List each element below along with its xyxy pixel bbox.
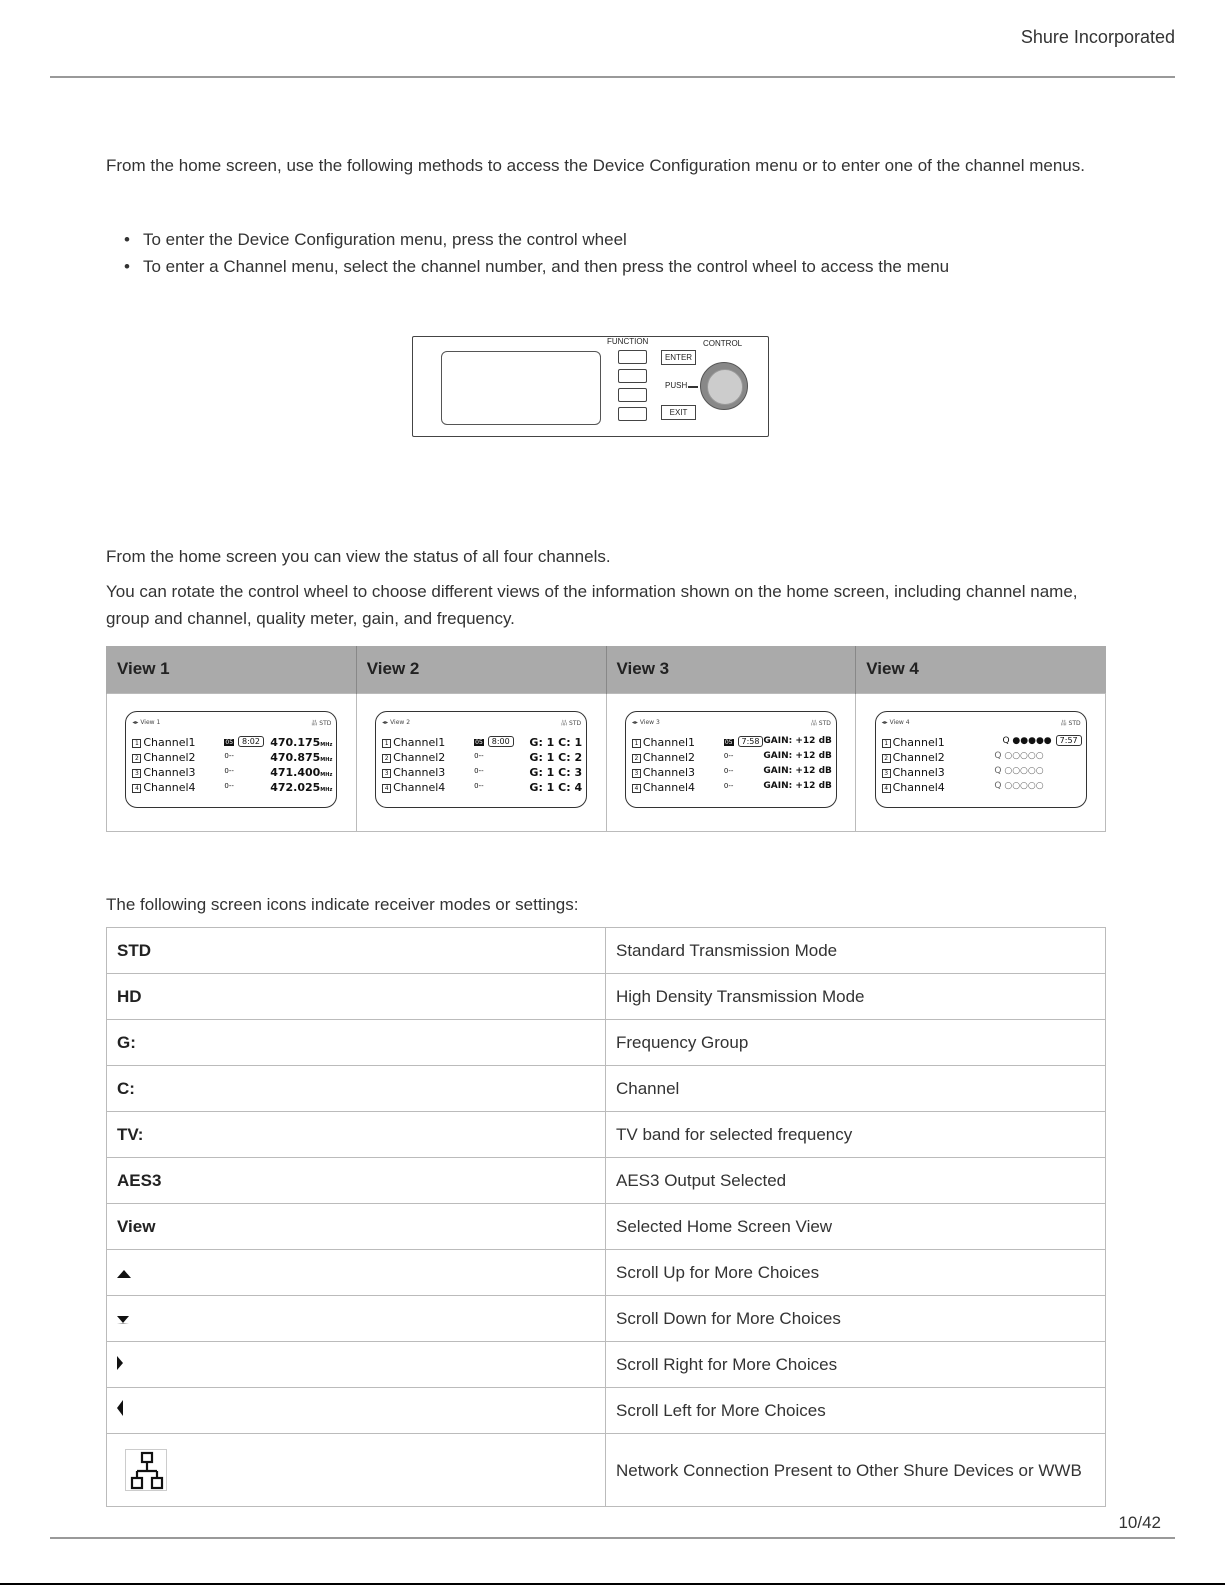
views-table [106,646,1106,832]
icon-desc: Selected Home Screen View [606,1204,1106,1250]
network-icon [125,1449,167,1491]
icon-desc: Channel [606,1066,1106,1112]
view-cell [606,693,856,831]
view-2-screen [375,711,587,808]
channel-row: 1 Channel1 05 8:00 G: 1 C: 1 [382,736,582,751]
channel-row: 3 Channel3 Q ○○○○○ [882,766,1082,781]
lcd-screen [441,351,601,425]
channel-row: 2 Channel2 0-- G: 1 C: 2 [382,751,582,766]
control-label: CONTROL [703,339,743,348]
function-button-4 [618,407,647,421]
table-row [107,1434,1106,1507]
function-label: FUNCTION [607,337,649,346]
function-button-2 [618,369,647,383]
icon-desc: Scroll Up for More Choices [606,1250,1106,1296]
icon-desc: TV band for selected frequency [606,1112,1106,1158]
table-row [107,1158,1106,1204]
table-row [107,1388,1106,1434]
icon-desc: Standard Transmission Mode [606,928,1106,974]
view-header: View 1 [107,646,357,693]
function-button-3 [618,388,647,402]
triangle-up-icon [117,1270,131,1278]
icon-key: C: [107,1066,606,1112]
bullet-item: • To enter a Channel menu, select the channel number, and then press the control wheel to access the menu [124,253,949,280]
view-title: ◂▸ View 3 [631,719,660,726]
control-wheel [700,362,748,410]
channel-row: 2 Channel2 0-- 470.875MHz [132,751,332,766]
icon-desc: Scroll Left for More Choices [606,1388,1106,1434]
channel-row: 3 Channel3 0-- GAIN: +12 dB [632,766,832,781]
home-paragraph-1: From the home screen you can view the status of all four channels. [106,547,611,566]
table-row [107,928,1106,974]
icon-desc: Scroll Right for More Choices [606,1342,1106,1388]
channel-row: 4 Channel4 Q ○○○○○ [882,781,1082,796]
icons-intro: The following screen icons indicate receiver modes or settings: [106,895,579,914]
view-3-screen [625,711,837,808]
header-company: Shure Incorporated [1020,27,1175,47]
table-row [107,974,1106,1020]
channel-row: 4 Channel4 0-- GAIN: +12 dB [632,781,832,796]
exit-button: EXIT [661,405,696,420]
triangle-down-icon [117,1316,129,1324]
channel-row: 1 Channel1 Q ●●●●● 7:57 [882,736,1082,751]
header-divider [50,76,1175,78]
icon-desc: AES3 Output Selected [606,1158,1106,1204]
view-4-screen [875,711,1087,808]
table-row [107,1204,1106,1250]
icon-desc: High Density Transmission Mode [606,974,1106,1020]
channel-row: 3 Channel3 0-- 471.400MHz [132,766,332,781]
table-row [107,1020,1106,1066]
table-row [107,1296,1106,1342]
view-header: View 2 [356,646,606,693]
push-label: PUSH [665,381,688,390]
channel-row: 2 Channel2 Q ○○○○○ [882,751,1082,766]
network-std-indicator: 品 STD [311,720,332,727]
triangle-right-icon [117,1356,123,1370]
icon-key: AES3 [107,1158,606,1204]
icons-table [106,927,1106,1507]
icon-key: TV: [107,1112,606,1158]
view-title: ◂▸ View 1 [132,719,161,726]
footer-divider [50,1537,1175,1539]
view-1-screen [125,711,337,808]
home-paragraph-2: You can rotate the control wheel to choose different views of the information shown on the home screen, including channel name, group and channel, quality meter, gain, and frequency. [106,582,1078,628]
intro-paragraph: From the home screen, use the following methods to access the Device Configuration menu or to enter one of the channel menus. [106,156,1085,175]
channel-row: 4 Channel4 0-- G: 1 C: 4 [382,781,582,796]
channel-row: 1 Channel1 05 8:02 470.175MHz [132,736,332,751]
icon-key: G: [107,1020,606,1066]
icon-key: HD [107,974,606,1020]
view-header: View 4 [856,646,1106,693]
channel-row: 4 Channel4 0-- 472.025MHz [132,781,332,796]
device-front-panel-diagram [412,336,769,437]
channel-row: 2 Channel2 0-- GAIN: +12 dB [632,751,832,766]
enter-button: ENTER [661,350,696,365]
intro-bullets [124,226,949,280]
channel-row: 3 Channel3 0-- G: 1 C: 3 [382,766,582,781]
table-row [107,1066,1106,1112]
view-title: ◂▸ View 2 [382,719,411,726]
icon-desc: Frequency Group [606,1020,1106,1066]
icon-desc: Scroll Down for More Choices [606,1296,1106,1342]
icon-desc: Network Connection Present to Other Shure Devices or WWB [606,1434,1106,1507]
table-row [107,1250,1106,1296]
network-std-indicator: 品 STD [810,720,831,727]
view-cell [356,693,606,831]
network-std-indicator: 品 STD [1060,720,1081,727]
triangle-left-icon [117,1400,123,1416]
bullet-item: • To enter the Device Configuration menu, press the control wheel [124,226,949,253]
page-number: 10/42 [1118,1513,1161,1532]
view-title: ◂▸ View 4 [881,719,910,726]
icon-key: View [107,1204,606,1250]
view-header: View 3 [606,646,856,693]
function-button-1 [618,350,647,364]
table-row [107,1112,1106,1158]
view-cell [856,693,1106,831]
table-row [107,1342,1106,1388]
channel-row: 1 Channel1 05 7:58 GAIN: +12 dB [632,736,832,751]
view-cell [107,693,357,831]
icon-key: STD [107,928,606,974]
push-indicator [688,386,698,388]
network-std-indicator: 品 STD [561,720,582,727]
